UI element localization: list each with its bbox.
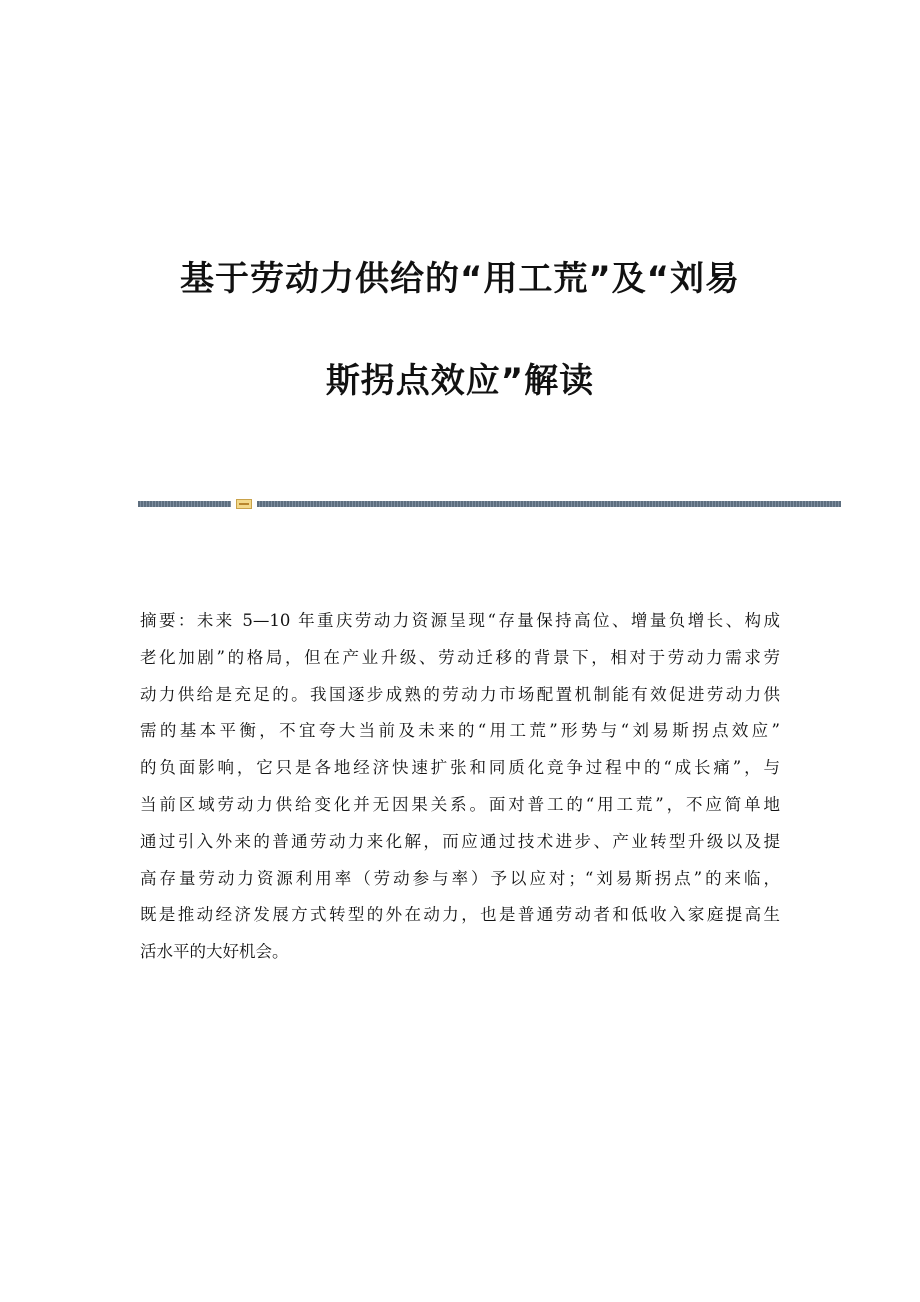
abstract-line: 需的基本平衡，不宜夸大当前及未来的“用工荒”形势与“刘易斯拐点效应” xyxy=(140,721,780,741)
abstract-paragraph xyxy=(140,603,780,971)
abstract-line: 高存量劳动力资源利用率（劳动参与率）予以应对；“刘易斯拐点”的来临， xyxy=(140,868,780,888)
document-title-line-1: 基于劳动力供给的“用工荒”及“刘易 xyxy=(179,258,741,299)
abstract-line: 活水平的大好机会。 xyxy=(140,942,289,962)
abstract-line: 通过引入外来的普通劳动力来化解，而应通过技术进步、产业转型升级以及提 xyxy=(140,831,780,851)
abstract-line: 的负面影响，它只是各地经济快速扩张和同质化竞争过程中的“成长痛”，与 xyxy=(140,758,780,778)
abstract-line: 动力供给是充足的。我国逐步成熟的劳动力市场配置机制能有效促进劳动力供 xyxy=(140,684,780,704)
title-divider xyxy=(138,499,841,509)
divider-bar-right xyxy=(257,501,841,507)
abstract-line: 当前区域劳动力供给变化并无因果关系。面对普工的“用工荒”，不应简单地 xyxy=(140,794,780,814)
abstract-line: 摘要：未来 5—10 年重庆劳动力资源呈现“存量保持高位、增量负增长、构成 xyxy=(140,611,780,630)
divider-bar-left xyxy=(138,501,231,507)
abstract-line: 老化加剧”的格局，但在产业升级、劳动迁移的背景下，相对于劳动力需求劳 xyxy=(140,647,780,667)
divider-ornament-icon xyxy=(236,499,252,509)
document-title-line-2: 斯拐点效应”解读 xyxy=(325,360,595,401)
abstract-line: 既是推动经济发展方式转型的外在动力，也是普通劳动者和低收入家庭提高生 xyxy=(140,905,780,925)
